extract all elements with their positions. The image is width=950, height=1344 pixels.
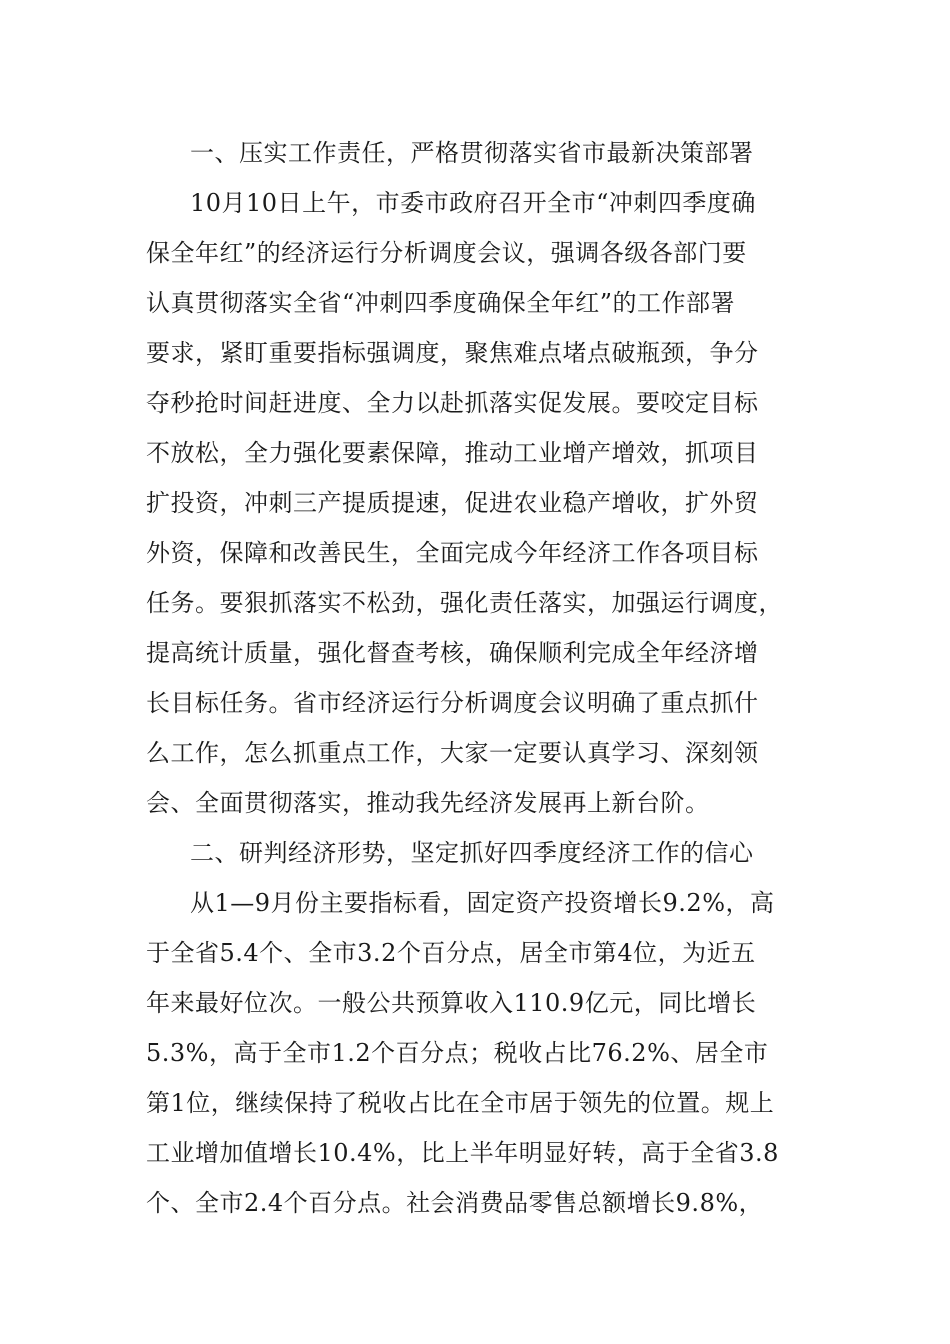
paragraph-line: 会、全面贯彻落实，推动我先经济发展再上新台阶。 [146, 789, 710, 817]
paragraph-line: 于全省5.4个、全市3.2个百分点，居全市第4位，为近五 [146, 939, 756, 967]
paragraph-line: 不放松，全力强化要素保障，推动工业增产增效，抓项目 [146, 439, 759, 467]
paragraph-line: 保全年红”的经济运行分析调度会议，强调各级各部门要 [146, 239, 747, 267]
paragraph-line: 任务。要狠抓落实不松劲，强化责任落实，加强运行调度， [146, 589, 783, 617]
section-2-heading: 二、研判经济形势，坚定抓好四季度经济工作的信心 [190, 839, 754, 867]
paragraph-line: 提高统计质量，强化督查考核，确保顺利完成全年经济增 [146, 639, 759, 667]
paragraph-line: 外资，保障和改善民生，全面完成今年经济工作各项目标 [146, 539, 759, 567]
section-1-heading: 一、压实工作责任，严格贯彻落实省市最新决策部署 [190, 139, 754, 167]
paragraph-line: 5.3%，高于全市1.2个百分点；税收占比76.2%、居全市 [146, 1039, 769, 1067]
paragraph-line: 长目标任务。省市经济运行分析调度会议明确了重点抓什 [146, 689, 759, 717]
paragraph-line: 10月10日上午，市委市政府召开全市“冲刺四季度确 [190, 189, 756, 217]
paragraph-line: 么工作，怎么抓重点工作，大家一定要认真学习、深刻领 [146, 739, 759, 767]
paragraph-line: 夺秒抢时间赶进度、全力以赴抓落实促发展。要咬定目标 [146, 389, 759, 417]
paragraph-line: 认真贯彻落实全省“冲刺四季度确保全年红”的工作部署 [146, 289, 736, 317]
document-body [146, 128, 810, 1228]
paragraph-line: 个、全市2.4个百分点。社会消费品零售总额增长9.8%， [146, 1189, 764, 1217]
paragraph-line: 从1—9月份主要指标看，固定资产投资增长9.2%，高 [190, 889, 775, 917]
paragraph-line: 第1位，继续保持了税收占比在全市居于领先的位置。规上 [146, 1089, 775, 1117]
paragraph-line: 工业增加值增长10.4%，比上半年明显好转，高于全省3.8 [146, 1139, 779, 1167]
paragraph-line: 扩投资，冲刺三产提质提速，促进农业稳产增收，扩外贸 [146, 489, 759, 517]
paragraph-line: 要求，紧盯重要指标强调度，聚焦难点堵点破瓶颈，争分 [146, 339, 759, 367]
paragraph-line: 年来最好位次。一般公共预算收入110.9亿元，同比增长 [146, 989, 757, 1017]
